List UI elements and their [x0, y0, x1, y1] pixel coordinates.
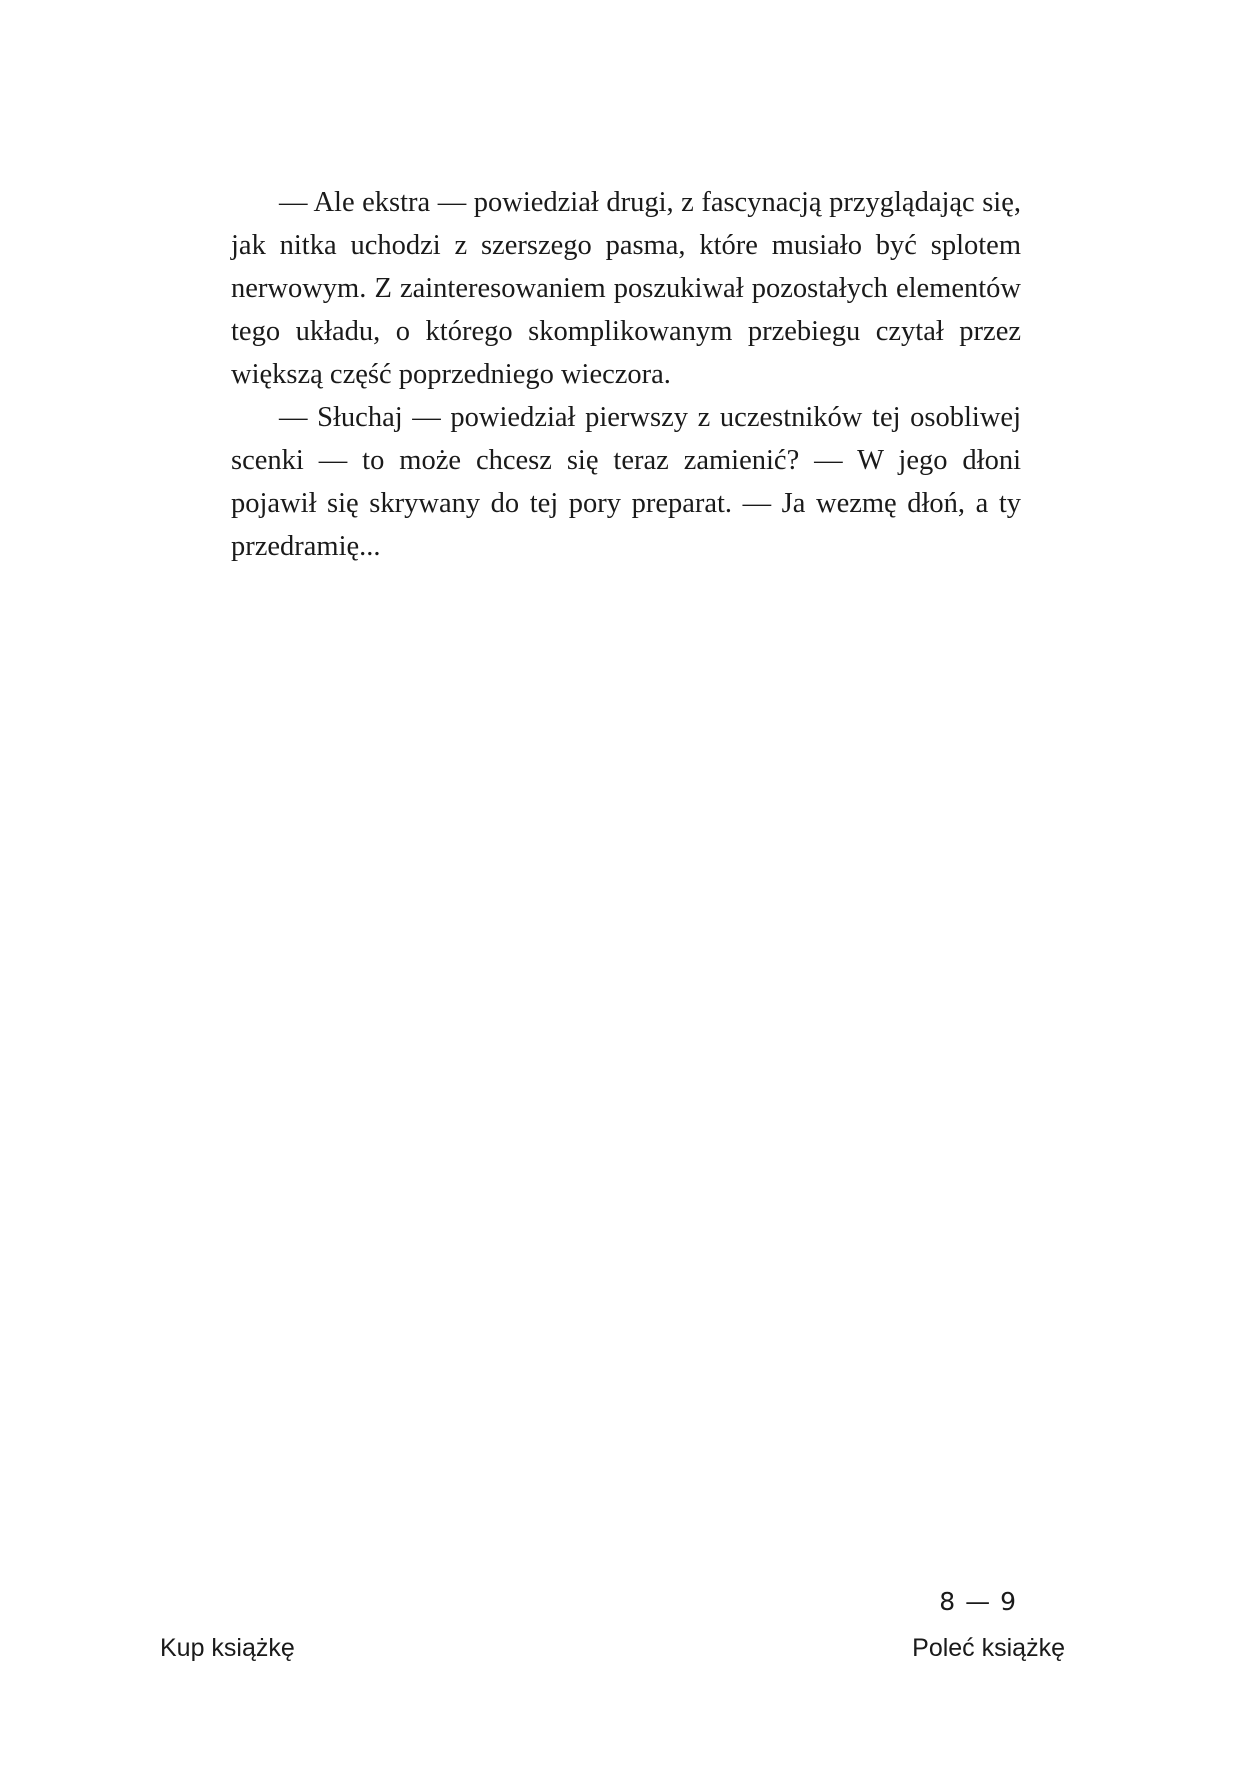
page-number: 8 — 9 [939, 1587, 1017, 1616]
paragraph: — Ale ekstra — powiedział drugi, z fascynacją przyglądając się, jak nitka uchodzi z szerszego pasma, które musiało być splotem nerwowym. Z zainteresowaniem poszukiwał pozostałych elementów tego układu, o którego skomplikowanym przebiegu czytał przez większą część poprzedniego wieczora. [231, 187, 1021, 390]
paragraph: — Słuchaj — powiedział pierwszy z uczestników tej osobliwej scenki — to może chcesz się teraz zamienić? — W jego dłoni pojawił się skrywany do tej pory preparat. — Ja wezmę dłoń, a ty przedramię... [231, 402, 1021, 562]
body-text [231, 181, 1021, 568]
buy-book-link[interactable]: Kup książkę [160, 1634, 295, 1662]
recommend-book-link[interactable]: Poleć książkę [912, 1634, 1065, 1662]
